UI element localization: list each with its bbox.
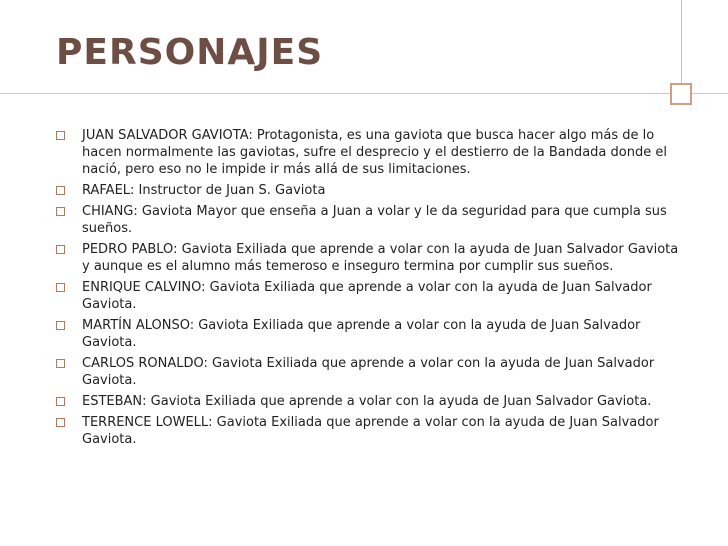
list-item-text: JUAN SALVADOR GAVIOTA: Protagonista, es una gaviota que busca hacer algo más de lo hacen normalmente las gaviotas, sufre el desprecio y el destierro de la Bandada donde el nació, pero eso no le impide ir más allá de sus limitaciones. xyxy=(82,128,667,177)
list-item-text: TERRENCE LOWELL: Gaviota Exiliada que aprende a volar con la ayuda de Juan Salvador Gaviota. xyxy=(82,415,659,447)
list-item-text: CHIANG: Gaviota Mayor que enseña a Juan a volar y le da seguridad para que cumpla sus sueños. xyxy=(82,204,667,236)
list-item-text: ENRIQUE CALVINO: Gaviota Exiliada que aprende a volar con la ayuda de Juan Salvador Gaviota. xyxy=(82,280,652,312)
list-item-text: CARLOS RONALDO: Gaviota Exiliada que aprende a volar con la ayuda de Juan Salvador Gaviota. xyxy=(82,356,655,388)
list-item xyxy=(54,279,684,313)
square-bullet-icon xyxy=(56,131,65,140)
decorative-square-icon xyxy=(670,83,692,105)
list-item xyxy=(54,414,684,448)
list-item xyxy=(54,127,684,178)
square-bullet-icon xyxy=(56,207,65,216)
list-item xyxy=(54,203,684,237)
square-bullet-icon xyxy=(56,245,65,254)
slide-title: PERSONAJES xyxy=(56,32,324,73)
square-bullet-icon xyxy=(56,321,65,330)
list-item-text: RAFAEL: Instructor de Juan S. Gaviota xyxy=(82,183,326,198)
list-item xyxy=(54,393,684,410)
list-item-text: PEDRO PABLO: Gaviota Exiliada que aprende a volar con la ayuda de Juan Salvador Gaviota y aunque es el alumno más temeroso e inseguro termina por cumplir sus sueños. xyxy=(82,242,679,274)
list-item xyxy=(54,241,684,275)
square-bullet-icon xyxy=(56,186,65,195)
decorative-horizontal-line xyxy=(0,93,728,94)
square-bullet-icon xyxy=(56,283,65,292)
list-item-text: MARTÍN ALONSO: Gaviota Exiliada que aprende a volar con la ayuda de Juan Salvador Gaviota. xyxy=(82,318,641,350)
list-item xyxy=(54,182,684,199)
list-item xyxy=(54,355,684,389)
list-item-text: ESTEBAN: Gaviota Exiliada que aprende a volar con la ayuda de Juan Salvador Gaviota. xyxy=(82,394,652,409)
character-list xyxy=(54,127,684,452)
square-bullet-icon xyxy=(56,359,65,368)
list-item xyxy=(54,317,684,351)
square-bullet-icon xyxy=(56,397,65,406)
square-bullet-icon xyxy=(56,418,65,427)
